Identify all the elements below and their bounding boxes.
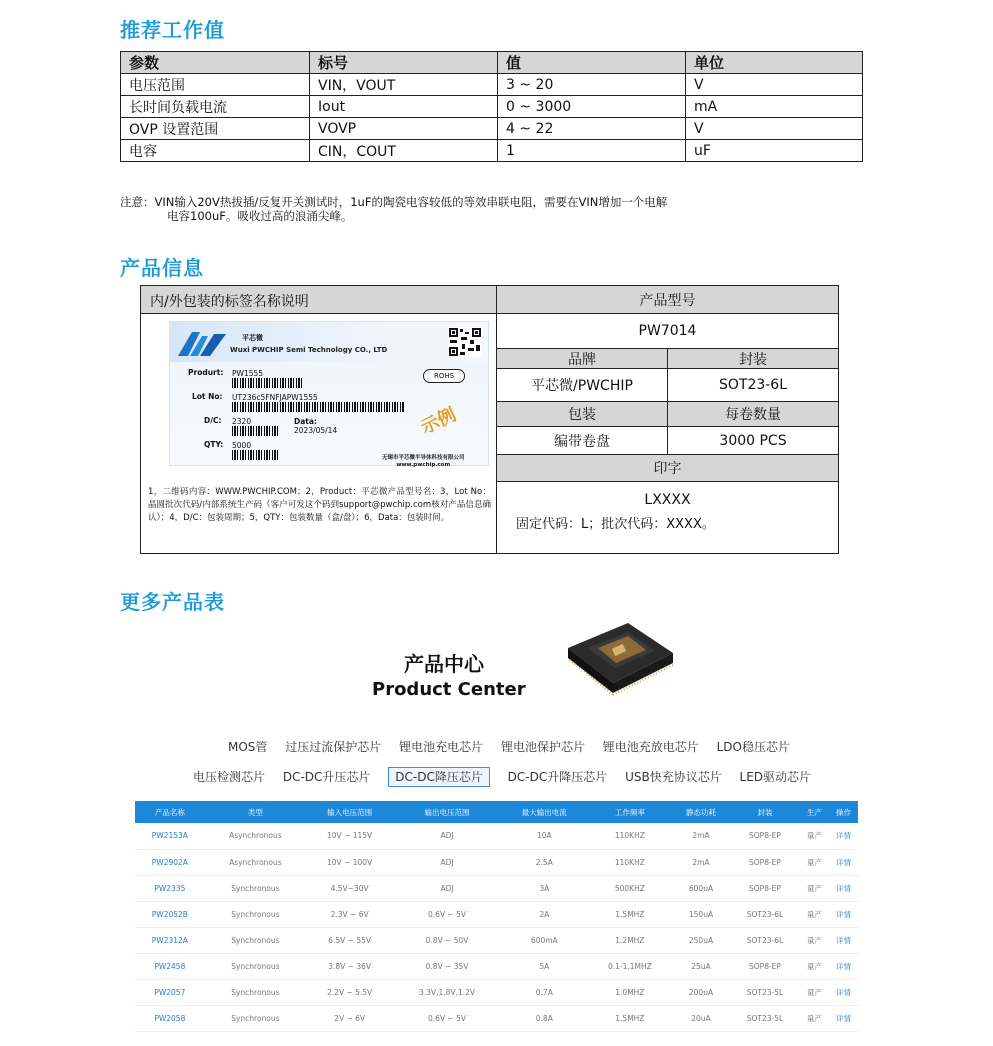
product-cell: 6.5V ~ 55V	[306, 927, 393, 953]
product-cell: 5A	[501, 953, 588, 979]
table-row	[121, 140, 863, 162]
category-li-protect[interactable]: 锂电池保护芯片	[500, 740, 585, 754]
package-label-image	[169, 321, 489, 466]
chip-icon	[558, 618, 678, 708]
sample-watermark: 示例	[417, 404, 460, 439]
column-divider	[667, 349, 668, 455]
product-cell: 0.6V ~ 5V	[393, 1005, 501, 1031]
section-title-product-info: 产品信息	[120, 256, 204, 280]
product-cell: 量产	[800, 1005, 829, 1031]
product-cell: Synchronous	[205, 953, 306, 979]
product-table-header: 静态功耗	[672, 801, 730, 823]
label-company-cn: 无锡市平芯微半导体科技有限公司	[382, 455, 465, 461]
table-row	[135, 927, 858, 953]
details-link[interactable]: 详情	[829, 953, 858, 979]
product-cell: Synchronous	[205, 979, 306, 1005]
label-qty-value: 5000	[232, 441, 252, 450]
spec-cell: Iout	[310, 96, 498, 118]
table-row	[135, 849, 858, 875]
category-buck-boost[interactable]: DC-DC升降压芯片	[507, 770, 608, 784]
spec-cell: 0 ~ 3000	[498, 96, 686, 118]
product-cell: 20uA	[672, 1005, 730, 1031]
label-dc-key: D/C:	[204, 416, 222, 425]
label-legend: 1，二维码内容：WWW.PWCHIP.COM；2，Product：平芯微产品型号名；3，Lot No：晶圆批次代码/内部系统生产码（客户可发这个码到support@pwchip.com核对产品信息确认）；4，D/C：包装周期；5，QTY：包装数量（盒/盘）；6，Data：包装时间。	[148, 487, 491, 523]
spec-cell: 4 ~ 22	[498, 118, 686, 140]
category-li-charge[interactable]: 锂电池充电芯片	[399, 740, 484, 754]
table-fade	[135, 1030, 858, 1046]
product-cell: 4.5V~30V	[306, 875, 393, 901]
product-cell: SOP8-EP	[730, 849, 800, 875]
spec-cell: V	[686, 74, 863, 96]
table-row	[135, 1005, 858, 1031]
product-cell: 2V ~ 6V	[306, 1005, 393, 1031]
product-cell: 量产	[800, 979, 829, 1005]
product-cell: Asynchronous	[205, 849, 306, 875]
spec-cell: V	[686, 118, 863, 140]
product-table-header: 最大输出电流	[501, 801, 588, 823]
spec-header: 参数	[121, 52, 310, 74]
product-cell: 10V ~ 115V	[306, 823, 393, 849]
pwchip-logo-icon	[178, 328, 228, 358]
model-header: 产品型号	[497, 286, 838, 314]
rohs-badge: ROHS	[423, 369, 465, 383]
section-title-more-products: 更多产品表	[120, 590, 225, 614]
product-cell: 2.5A	[501, 849, 588, 875]
column-divider	[496, 286, 497, 553]
product-cell: 200uA	[672, 979, 730, 1005]
product-cell: SOP8-EP	[730, 953, 800, 979]
product-cell: 1.5MHZ	[588, 1005, 672, 1031]
product-cell: 量产	[800, 901, 829, 927]
label-company-en: Wuxi PWCHIP Semi Technology CO., LTD	[230, 346, 388, 354]
table-row	[121, 96, 863, 118]
product-cell: 10A	[501, 823, 588, 849]
category-usb-fast-charge[interactable]: USB快充协议芯片	[625, 770, 722, 784]
spec-cell: 电压范围	[121, 74, 310, 96]
product-cell: ADJ	[393, 849, 501, 875]
category-li-charge-discharge[interactable]: 锂电池充放电芯片	[602, 740, 699, 754]
product-table-header: 输入电压范围	[306, 801, 393, 823]
table-row	[121, 118, 863, 140]
category-ovp[interactable]: 过压过流保护芯片	[285, 740, 382, 754]
lot-barcode	[232, 402, 404, 412]
category-led-driver[interactable]: LED驱动芯片	[739, 770, 812, 784]
details-link[interactable]: 详情	[829, 927, 858, 953]
product-table-header: 封装	[730, 801, 800, 823]
qty-barcode	[232, 450, 278, 460]
product-cell: 600mA	[501, 927, 588, 953]
section-title-recommended: 推荐工作值	[120, 18, 225, 42]
product-cell: SOT23-5L	[730, 979, 800, 1005]
product-cell: 2.2V ~ 5.5V	[306, 979, 393, 1005]
product-table-header: 生产	[800, 801, 829, 823]
product-cell: 600uA	[672, 875, 730, 901]
product-name-link[interactable]: PW2902A	[135, 849, 205, 875]
table-row	[135, 979, 858, 1005]
product-table-header: 产品名称	[135, 801, 205, 823]
product-cell: 0.8A	[501, 1005, 588, 1031]
product-name-link[interactable]: PW2312A	[135, 927, 205, 953]
package-value: SOT23-6L	[668, 369, 838, 402]
product-cell: 1.2MHZ	[588, 927, 672, 953]
spec-cell: 电容	[121, 140, 310, 162]
details-link[interactable]: 详情	[829, 901, 858, 927]
spec-cell: 1	[498, 140, 686, 162]
product-cell: 3A	[501, 875, 588, 901]
product-info-table	[140, 285, 839, 554]
product-cell: 2.3V ~ 6V	[306, 901, 393, 927]
category-row-1	[228, 738, 804, 755]
table-row	[135, 953, 858, 979]
dc-barcode	[232, 426, 278, 436]
product-cell: Asynchronous	[205, 823, 306, 849]
product-cell: SOT23-6L	[730, 901, 800, 927]
product-cell: 量产	[800, 927, 829, 953]
marking-description: 固定代码：L；批次代码：XXXX。	[516, 517, 715, 532]
spec-cell: 3 ~ 20	[498, 74, 686, 96]
spec-cell: CIN，COUT	[310, 140, 498, 162]
spec-cell: VOVP	[310, 118, 498, 140]
product-cell: 0.6V ~ 5V	[393, 901, 501, 927]
details-link[interactable]: 详情	[829, 849, 858, 875]
product-cell: SOP8-EP	[730, 875, 800, 901]
note-line-2: 电容100uF。吸收过高的浪涌尖峰。	[167, 209, 353, 223]
spec-header: 值	[498, 52, 686, 74]
product-cell: 2A	[501, 901, 588, 927]
product-barcode	[232, 378, 304, 388]
product-cell: 量产	[800, 953, 829, 979]
product-cell: 0.1-1.1MHZ	[588, 953, 672, 979]
spec-header: 单位	[686, 52, 863, 74]
details-link[interactable]: 详情	[829, 875, 858, 901]
packing-value: 编带卷盘	[497, 427, 667, 455]
product-cell: 10V ~ 100V	[306, 849, 393, 875]
product-cell: 25uA	[672, 953, 730, 979]
product-cell: 2mA	[672, 849, 730, 875]
product-name-link[interactable]: PW2458	[135, 953, 205, 979]
product-cell: 110KHZ	[588, 849, 672, 875]
product-cell: Synchronous	[205, 927, 306, 953]
spec-cell: uF	[686, 140, 863, 162]
product-cell: SOP8-EP	[730, 823, 800, 849]
note-line-1: 注意：VIN输入20V热拔插/反复开关测试时，1uF的陶瓷电容较低的等效串联电阻，需要在VIN增加一个电解	[120, 195, 668, 209]
label-dc-value: 2320	[232, 417, 252, 426]
packing-label: 包装	[497, 402, 667, 427]
label-website: www.pwchip.com	[396, 462, 451, 468]
model-value: PW7014	[497, 314, 838, 349]
product-cell: 500KHZ	[588, 875, 672, 901]
table-row	[135, 901, 858, 927]
label-company-info	[382, 455, 465, 469]
product-cell: 0.8V ~ 35V	[393, 953, 501, 979]
qty-label: 每卷数量	[668, 402, 838, 427]
note	[120, 195, 840, 223]
product-cell: Synchronous	[205, 901, 306, 927]
category-mos[interactable]: MOS管	[228, 740, 268, 754]
product-name-link[interactable]: PW2335	[135, 875, 205, 901]
label-qty-key: QTY:	[204, 440, 224, 449]
category-voltage-detect[interactable]: 电压检测芯片	[193, 770, 266, 784]
category-ldo[interactable]: LDO稳压芯片	[716, 740, 790, 754]
spec-cell: VIN，VOUT	[310, 74, 498, 96]
product-cell: 量产	[800, 849, 829, 875]
product-center-title-en: Product Center	[372, 679, 526, 700]
product-table-header: 工作频率	[588, 801, 672, 823]
product-cell: SOT23-6L	[730, 927, 800, 953]
product-cell: ADJ	[393, 875, 501, 901]
product-name-link[interactable]: PW2153A	[135, 823, 205, 849]
product-cell: 250uA	[672, 927, 730, 953]
spec-table	[120, 51, 863, 162]
label-data-value: 2023/05/14	[294, 426, 338, 435]
product-cell: 1.0MHZ	[588, 979, 672, 1005]
product-table-header: 输出电压范围	[393, 801, 501, 823]
product-center-title-cn: 产品中心	[404, 652, 484, 676]
label-brand-cn: 平芯微	[242, 334, 263, 342]
category-buck[interactable]: DC-DC降压芯片	[388, 767, 490, 787]
table-row	[121, 74, 863, 96]
product-cell: 0.7A	[501, 979, 588, 1005]
product-cell: 量产	[800, 823, 829, 849]
label-lot-key: Lot No:	[192, 392, 223, 401]
product-cell: 量产	[800, 875, 829, 901]
category-boost[interactable]: DC-DC升压芯片	[282, 770, 371, 784]
product-cell: Synchronous	[205, 1005, 306, 1031]
product-table	[135, 801, 858, 1032]
product-table-header: 类型	[205, 801, 306, 823]
spec-cell: mA	[686, 96, 863, 118]
product-cell: 110KHZ	[588, 823, 672, 849]
product-name-link[interactable]: PW2058	[135, 1005, 205, 1031]
label-data-key: Data:	[294, 417, 317, 426]
brand-label: 品牌	[497, 349, 667, 369]
product-cell: 1.5MHZ	[588, 901, 672, 927]
product-name-link[interactable]: PW2057	[135, 979, 205, 1005]
product-cell: SOT23-5L	[730, 1005, 800, 1031]
product-cell: 3.3V,1.8V,1.2V	[393, 979, 501, 1005]
details-link[interactable]: 详情	[829, 1005, 858, 1031]
product-cell: 0.8V ~ 50V	[393, 927, 501, 953]
brand-value: 平芯微/PWCHIP	[497, 369, 667, 402]
product-name-link[interactable]: PW2052B	[135, 901, 205, 927]
product-cell: Synchronous	[205, 875, 306, 901]
marking-header: 印字	[497, 455, 838, 482]
details-link[interactable]: 详情	[829, 823, 858, 849]
category-row-2	[193, 768, 825, 785]
product-cell: 2mA	[672, 823, 730, 849]
label-product-value: PW1555	[232, 369, 264, 378]
qty-value: 3000 PCS	[668, 427, 838, 455]
package-label: 封装	[668, 349, 838, 369]
label-lot-value: UT236c5FNFJAPW1555	[232, 393, 318, 402]
table-row	[135, 823, 858, 849]
details-link[interactable]: 详情	[829, 979, 858, 1005]
spec-header: 标号	[310, 52, 498, 74]
product-table-header: 操作	[829, 801, 858, 823]
product-cell: ADJ	[393, 823, 501, 849]
label-product-key: Produrt:	[188, 368, 224, 377]
product-cell: 3.8V ~ 36V	[306, 953, 393, 979]
table-row	[135, 875, 858, 901]
spec-cell: 长时间负载电流	[121, 96, 310, 118]
product-cell: 150uA	[672, 901, 730, 927]
qr-code-icon	[448, 327, 482, 357]
marking-value: LXXXX	[644, 492, 691, 508]
label-description-header: 内/外包装的标签名称说明	[141, 286, 497, 314]
spec-cell: OVP 设置范围	[121, 118, 310, 140]
